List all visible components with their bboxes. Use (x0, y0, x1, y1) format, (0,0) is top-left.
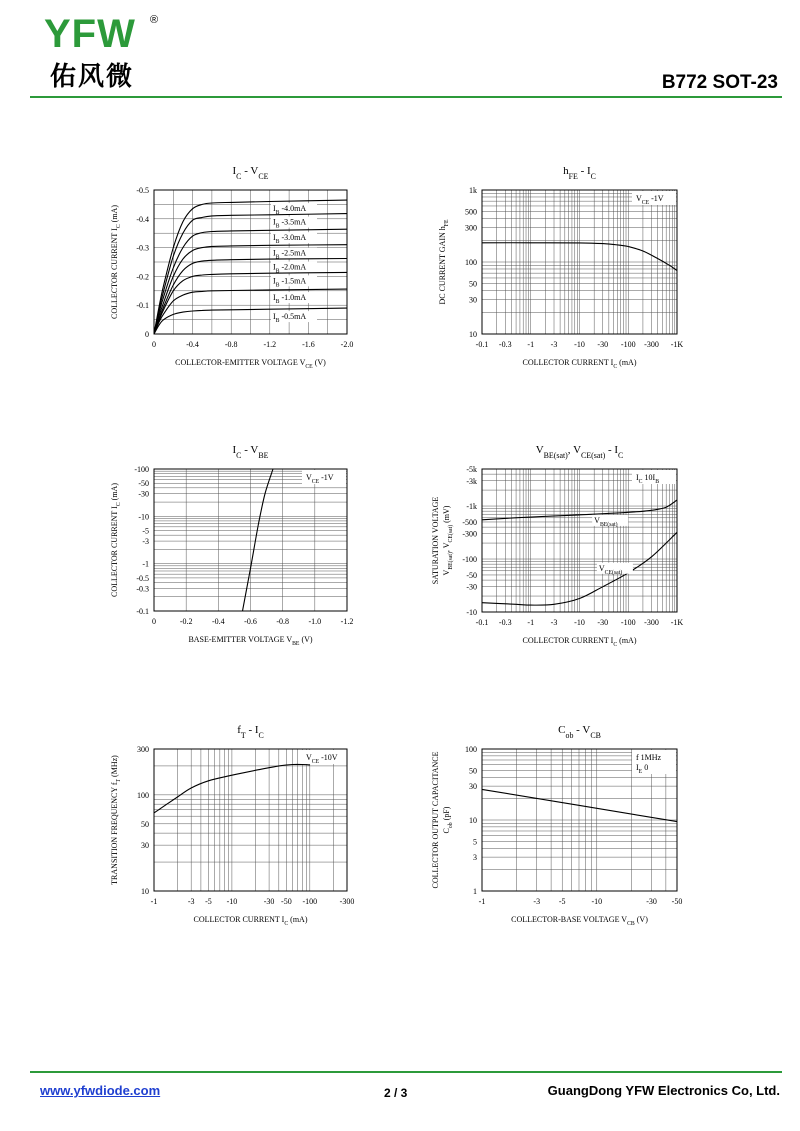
legend-text: f 1MHz (636, 753, 662, 762)
x-tick-label: -2.0 (340, 340, 354, 349)
chart-title: $f_T - I_C$ (237, 724, 264, 740)
x-tick-label: 0 (152, 617, 156, 626)
y-tick-label: -30 (466, 582, 477, 592)
website-link[interactable]: www.yfwdiode.com (40, 1083, 161, 1098)
x-axis-label: COLLECTOR-EMITTER VOLTAGE $V_{CE}$ (V) (175, 358, 326, 370)
x-tick-label: -50 (671, 897, 683, 906)
y-tick-label: 50 (469, 279, 477, 289)
series-label: $I_B$ -0.5mA (273, 312, 307, 325)
y-tick-label: 1 (473, 887, 477, 896)
page-number: 2 / 3 (384, 1086, 408, 1100)
x-tick-label: -10 (226, 897, 238, 906)
x-tick-label: -10 (574, 618, 585, 627)
y-tick-label: 0 (145, 330, 149, 339)
x-tick-label: -50 (281, 897, 292, 906)
series-label: $I_B$ -3.5mA (273, 217, 307, 230)
x-tick-label: -0.4 (186, 340, 199, 349)
y-tick-label: 30 (141, 841, 149, 851)
x-tick-label: -100 (302, 897, 318, 906)
y-tick-label: -0.3 (136, 584, 149, 594)
y-tick-label: 10 (469, 816, 477, 825)
y-tick-label: -10 (466, 608, 477, 617)
y-tick-label: 300 (137, 745, 149, 754)
x-axis-label: COLLECTOR CURRENT $I_C$ (mA) (522, 636, 637, 648)
y-tick-label: -0.2 (136, 272, 149, 282)
chart-title: $I_C - V_{BE}$ (232, 444, 269, 460)
part-number: B772 SOT-23 (661, 72, 778, 93)
x-tick-label: -5 (205, 897, 212, 906)
plot-frame (154, 749, 347, 891)
x-tick-label: -100 (620, 618, 636, 627)
chart-cob-vcb (431, 724, 682, 927)
chart-title: $I_C - V_{CE}$ (232, 165, 269, 181)
series-line-0 (482, 789, 677, 821)
chart-ft-ic (110, 724, 354, 927)
y-tick-label: -5 (142, 526, 149, 536)
series-line-0 (243, 469, 274, 611)
y-tick-label: -0.5 (136, 573, 149, 583)
y-tick-label: -10 (138, 512, 149, 522)
x-tick-label: -0.1 (475, 618, 489, 627)
x-tick-label: -1 (527, 618, 535, 627)
x-tick-label: -3 (187, 897, 195, 906)
x-tick-label: -1.2 (263, 340, 277, 349)
y-tick-label: 1k (469, 186, 477, 195)
x-tick-label: -0.3 (498, 340, 512, 349)
x-tick-label: -1K (670, 618, 684, 627)
y-tick-label: -1 (142, 559, 149, 569)
chart-ic-vbe (110, 444, 353, 647)
y-tick-label: -5k (466, 465, 477, 474)
x-tick-label: -0.4 (211, 617, 225, 626)
footer-rule (30, 1071, 782, 1073)
x-tick-label: -0.3 (498, 618, 512, 627)
chart-vsat-ic (431, 444, 683, 648)
x-tick-label: -3 (533, 897, 541, 906)
chart-ic-vce (110, 165, 353, 370)
x-tick-label: -1 (527, 340, 535, 349)
y-tick-label: 500 (465, 207, 477, 217)
y-axis-label-2: $C_{ob}$ (pF) (442, 806, 454, 834)
y-tick-label: -50 (138, 479, 149, 489)
chart-title: $V_{BE(sat)}$, $V_{CE(sat)} - I_C$ (535, 444, 624, 460)
y-tick-label: 300 (465, 223, 477, 233)
x-tick-label: -0.8 (224, 340, 238, 349)
x-tick-label: -5 (558, 897, 566, 906)
x-tick-label: 0 (152, 340, 156, 349)
series-label: $I_B$ -1.5mA (273, 276, 307, 289)
y-axis-label: TRANSITION FREQUENCY $f_T$ (MHz) (110, 755, 122, 885)
x-tick-label: -0.6 (244, 617, 257, 626)
y-tick-label: -50 (466, 570, 477, 580)
series-label: $I_B$ -1.0mA (273, 293, 307, 306)
y-tick-label: -100 (134, 465, 149, 474)
chart-title: $h_{FE} - I_C$ (563, 165, 596, 181)
x-tick-label: -30 (263, 897, 275, 906)
y-axis-label: COLLECTOR OUTPUT CAPACITANCE (431, 751, 440, 889)
x-tick-label: -1.2 (340, 617, 354, 626)
legend-text: $V_{CE}$ -10V (306, 753, 338, 765)
y-tick-label: 30 (469, 295, 477, 305)
y-tick-label: -0.1 (136, 607, 149, 616)
x-tick-label: -1 (150, 897, 158, 906)
x-tick-label: -0.8 (276, 617, 290, 626)
y-tick-label: -0.4 (136, 214, 149, 224)
series-label: $I_B$ -2.5mA (273, 248, 307, 261)
x-axis-label: COLLECTOR CURRENT $I_C$ (mA) (522, 358, 637, 370)
x-tick-label: -30 (597, 618, 609, 627)
legend-text: $V_{CE}$ -1V (636, 194, 664, 206)
y-axis-label: COLLECTOR CURRENT $I_C$ (mA) (110, 205, 122, 319)
y-tick-label: 100 (137, 790, 149, 800)
y-tick-label: 100 (465, 745, 477, 754)
x-tick-label: -0.1 (475, 340, 489, 349)
legend-text: $I_C$ $10I_B$ (636, 473, 660, 485)
x-tick-label: -1K (670, 340, 684, 349)
x-tick-label: -0.2 (179, 617, 193, 626)
x-tick-label: -3 (550, 618, 558, 627)
x-tick-label: -100 (620, 340, 636, 349)
y-axis-label: SATURATION VOLTAGE (431, 496, 440, 585)
y-tick-label: 10 (141, 887, 149, 896)
series-label: $I_B$ -2.0mA (273, 262, 307, 275)
x-tick-label: -1 (478, 897, 486, 906)
chart-title: $C_{ob} - V_{CB}$ (558, 724, 601, 740)
y-tick-label: -3k (466, 476, 477, 486)
x-tick-label: -3 (550, 340, 558, 349)
series-label: $I_B$ -4.0mA (273, 204, 307, 217)
series-label: $V_{BE(sat)}$ (594, 515, 618, 528)
y-tick-label: 50 (469, 766, 477, 776)
x-tick-label: -300 (644, 618, 659, 627)
y-tick-label: -300 (462, 529, 477, 539)
logo-chinese-name: 佑风微 (50, 62, 135, 92)
y-tick-label: 100 (465, 258, 477, 267)
logo-text: YFW (44, 12, 136, 56)
series-label: $I_B$ -3.0mA (273, 233, 307, 246)
y-tick-label: -0.5 (136, 186, 149, 195)
y-axis-label: COLLECTOR CURRENT $I_C$ (mA) (110, 483, 122, 597)
y-tick-label: -1k (466, 502, 477, 512)
y-tick-label: -0.1 (136, 301, 149, 311)
y-tick-label: -30 (138, 489, 149, 499)
x-axis-label: COLLECTOR-BASE VOLTAGE $V_{CB}$ (V) (511, 915, 648, 927)
y-axis-label: DC CURRENT GAIN $h_{FE}$ (438, 219, 450, 305)
company-name: GuangDong YFW Electronics Co, Ltd. (547, 1083, 780, 1098)
x-tick-label: -300 (644, 340, 659, 349)
x-tick-label: -30 (597, 340, 609, 349)
y-tick-label: 50 (141, 819, 149, 829)
y-axis-label-2: $V_{BE(sat)}$, $V_{CE(sat)}$ (mV) (442, 505, 454, 576)
y-tick-label: 3 (473, 853, 477, 863)
x-tick-label: -10 (591, 897, 603, 906)
chart-hfe-ic (438, 165, 683, 370)
legend-text: $V_{CE}$ -1V (306, 473, 334, 485)
y-tick-label: 30 (469, 782, 477, 792)
registered-mark: ® (150, 14, 159, 26)
legend-text-2: $I_E$ 0 (636, 763, 649, 775)
x-axis-label: COLLECTOR CURRENT $I_C$ (mA) (193, 915, 308, 927)
x-tick-label: -1.0 (308, 617, 322, 626)
x-tick-label: -1.6 (302, 340, 315, 349)
y-tick-label: -500 (462, 517, 477, 527)
x-tick-label: -30 (646, 897, 657, 906)
y-tick-label: 10 (469, 330, 477, 339)
y-tick-label: -100 (462, 555, 477, 565)
x-axis-label: BASE-EMITTER VOLTAGE $V_{BE}$ (V) (188, 635, 313, 647)
y-tick-label: 5 (473, 837, 477, 847)
x-tick-label: -300 (339, 897, 355, 906)
series-label: $V_{CE(sat)}$ (598, 563, 623, 576)
y-tick-label: -0.3 (136, 243, 149, 253)
y-tick-label: -3 (142, 537, 149, 547)
x-tick-label: -10 (574, 340, 585, 349)
